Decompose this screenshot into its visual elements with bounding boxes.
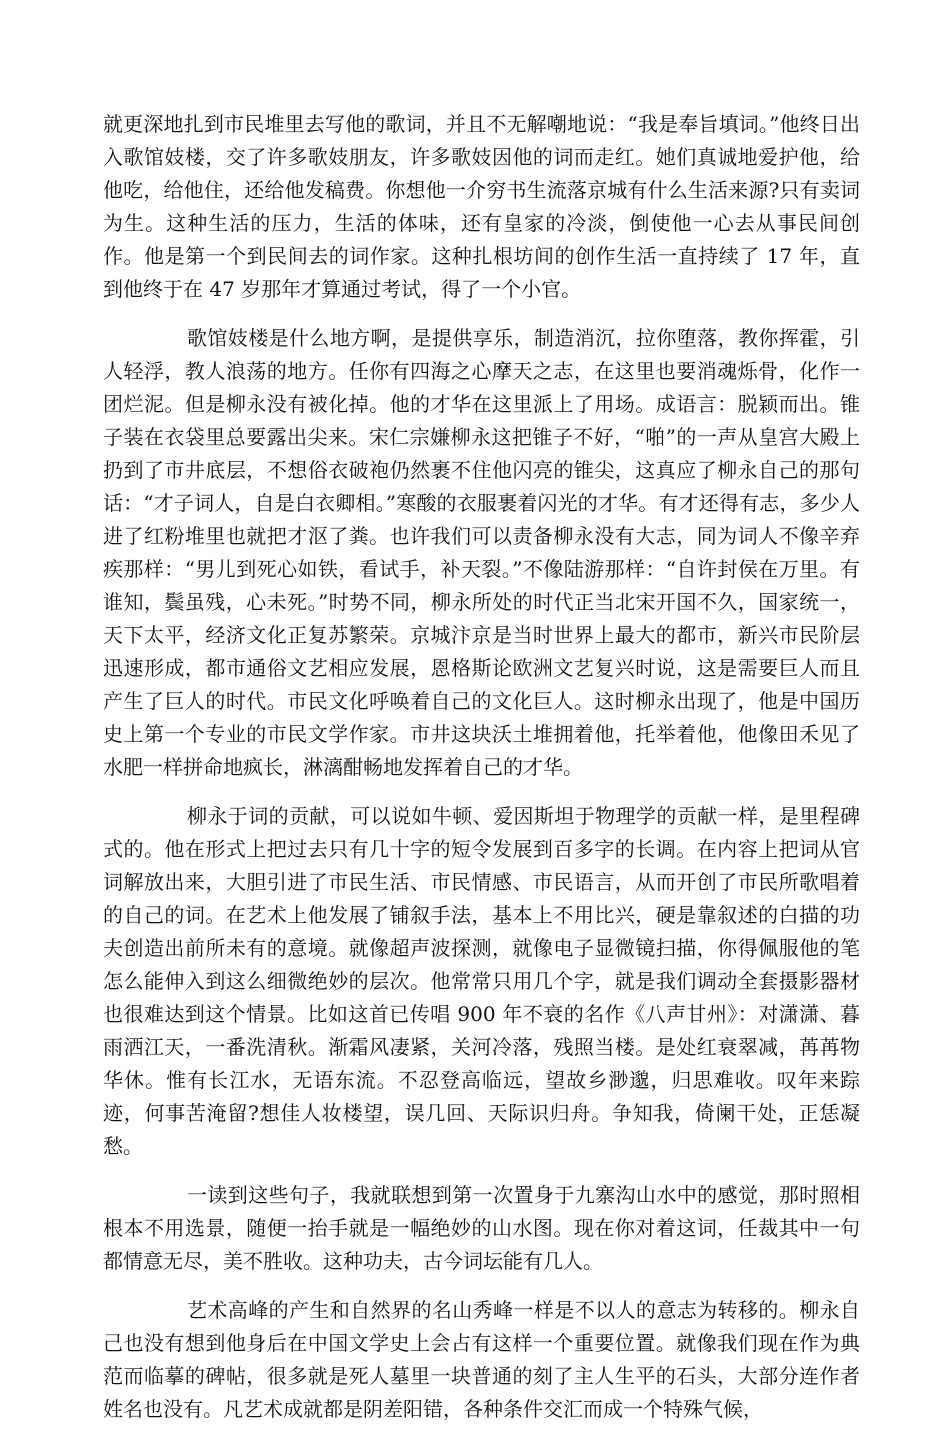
paragraph-4: 一读到这些句子，我就联想到第一次置身于九寨沟山水中的感觉，那时照相根本不用选景，随便一抬手就是一幅绝妙的山水图。现在你对着这词，任裁其中一句都情意无尽，美不胜收。这种功夫，古今词坛能有几人。 (103, 1183, 860, 1273)
paragraph-2: 歌馆妓楼是什么地方啊，是提供享乐，制造消沉，拉你堕落，教你挥霍，引人轻浮，教人浪荡的地方。任你有四海之心摩天之志，在这里也要消魂烁骨，化作一团烂泥。但是柳永没有被化掉。他的才华在这里派上了用场。成语言：脱颖而出。锥子装在衣袋里总要露出尖来。宋仁宗嫌柳永这把锥子不好，“啪”的一声从皇宫大殿上扔到了市井底层，不想俗衣破袍仍然裹不住他闪亮的锥尖，这真应了柳永自己的那句话：“才子词人，自是白衣卿相。”寒酸的衣服裹着闪光的才华。有才还得有志，多少人进了红粉堆里也就把才沤了粪。也许我们可以责备柳永没有大志，同为词人不像辛弃疾那样：“男儿到死心如铁，看试手，补天裂。”不像陆游那样：“自许封侯在万里。有谁知，鬓虽残，心未死。”时势不同，柳永所处的时代正当北宋开国不久，国家统一，天下太平，经济文化正复苏繁荣。京城汴京是当时世界上最大的都市，新兴市民阶层迅速形成，都市通俗文艺相应发展，恩格斯论欧洲文艺复兴时说，这是需要巨人而且产生了巨人的时代。市民文化呼唤着自己的文化巨人。这时柳永出现了，他是中国历史上第一个专业的市民文学作家。市井这块沃土堆拥着他，托举着他，他像田禾见了水肥一样拼命地疯长，淋漓酣畅地发挥着自己的才华。 (103, 326, 860, 779)
paragraph-1: 就更深地扎到市民堆里去写他的歌词，并且不无解嘲地说：“我是奉旨填词。”他终日出入歌馆妓楼，交了许多歌妓朋友，许多歌妓因他的词而走红。她们真诚地爱护他，给他吃，给他住，还给他发稿费。你想他一介穷书生流落京城有什么生活来源?只有卖词为生。这种生活的压力，生活的体味，还有皇家的冷淡，倒使他一心去从事民间创作。他是第一个到民间去的词作家。这种扎根坊间的创作生活一直持续了 17 年，直到他终于在 47 岁那年才算通过考试，得了一个小官。 (103, 112, 860, 301)
paragraph-3: 柳永于词的贡献，可以说如牛顿、爱因斯坦于物理学的贡献一样，是里程碑式的。他在形式上把过去只有几十字的短令发展到百多字的长调。在内容上把词从官词解放出来，大胆引进了市民生活、市民情感、市民语言，从而开创了市民所歌唱着的自己的词。在艺术上他发展了铺叙手法，基本上不用比兴，硬是靠叙述的白描的功夫创造出前所未有的意境。就像超声波探测，就像电子显微镜扫描，你得佩服他的笔怎么能伸入到这么细微绝妙的层次。他常常只用几个字，就是我们调动全套摄影器材也很难达到这个情景。比如这首已传唱 900 年不衰的名作《八声甘州》：对潇潇、暮雨洒江天，一番洗清秋。渐霜风凄紧，关河冷落，残照当楼。是处红衰翠减，苒苒物华休。惟有长江水，无语东流。不忍登高临远，望故乡渺邈，归思难收。叹年来踪迹，何事苦淹留?想佳人妆楼望，误几回、天际识归舟。争知我，倚阑干处，正恁凝愁。 (103, 804, 860, 1158)
document-body (103, 108, 860, 1442)
paragraph-5: 艺术高峰的产生和自然界的名山秀峰一样是不以人的意志为转移的。柳永自己也没有想到他身后在中国文学史上会占有这样一个重要位置。就像我们现在作为典范而临摹的碑帖，很多就是死人墓里一块普通的刻了主人生平的石头，大部分连作者姓名也没有。凡艺术成就都是阴差阳错，各种条件交汇而成一个特殊气候， (103, 1298, 860, 1421)
